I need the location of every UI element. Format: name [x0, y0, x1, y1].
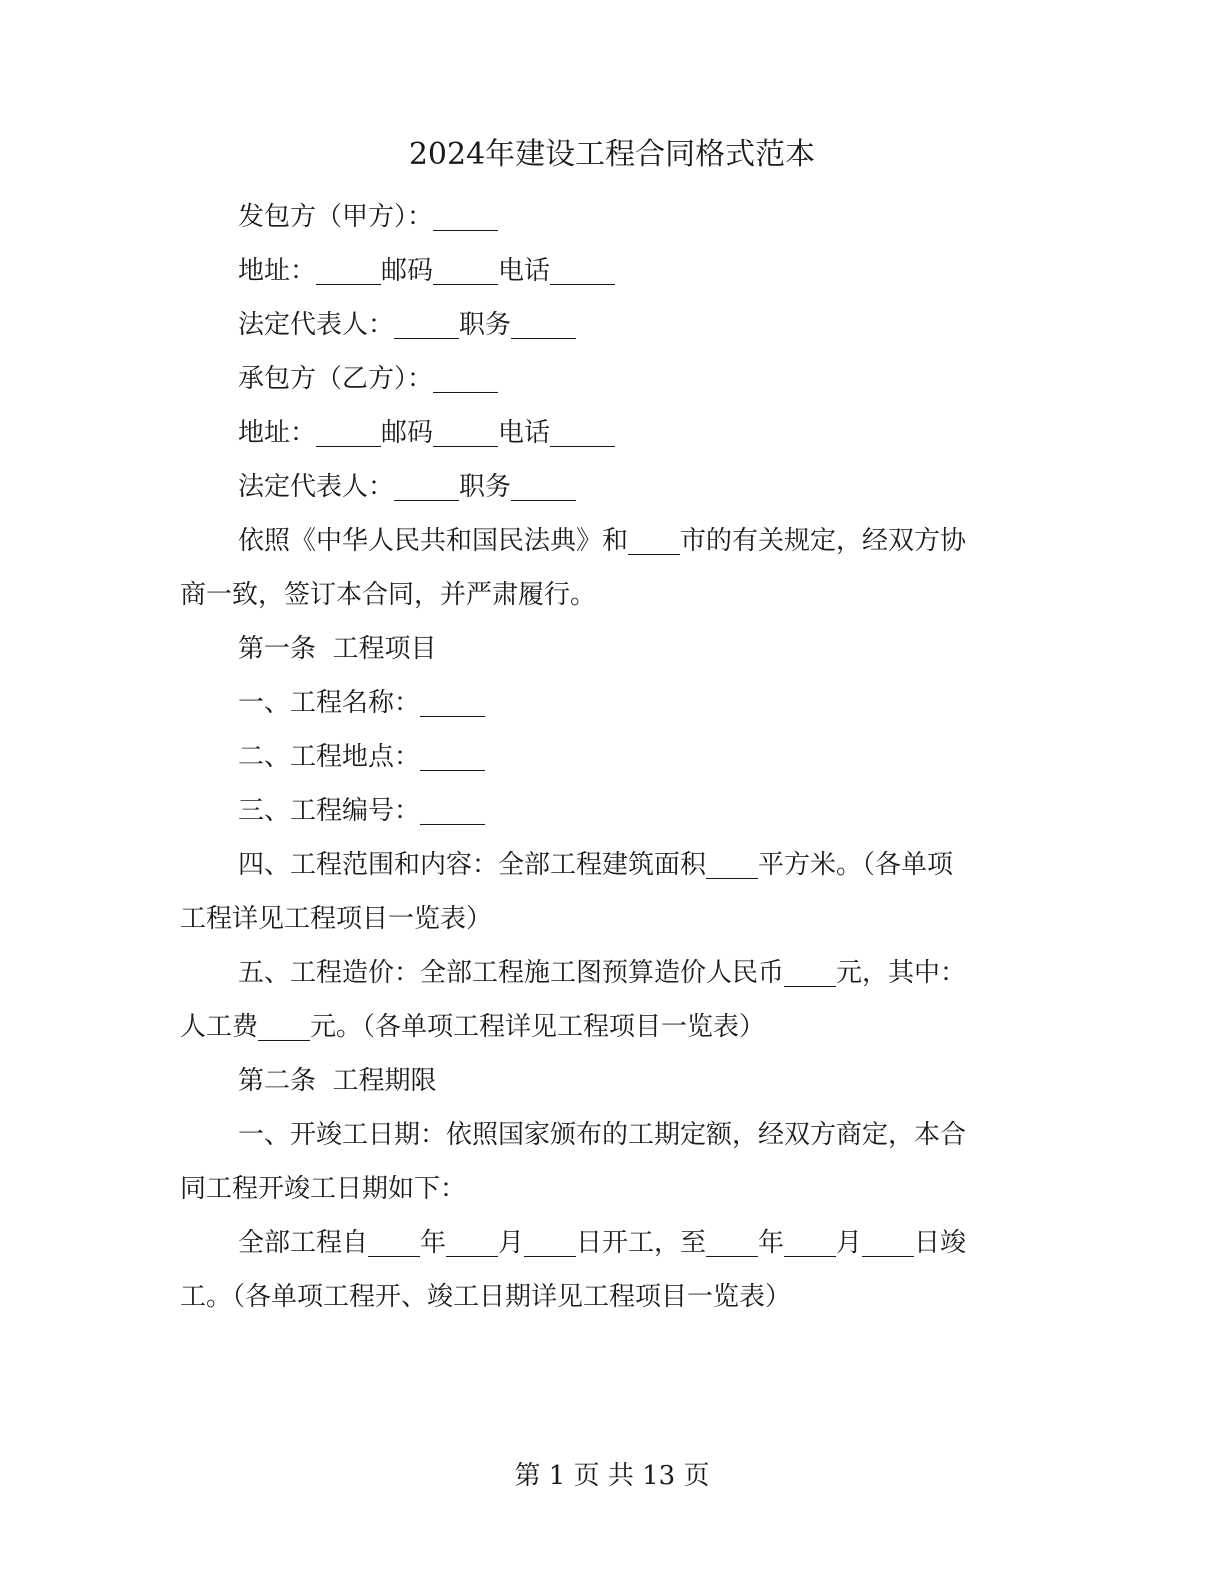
party-b-line: 承包方（乙方）：_____: [238, 364, 499, 394]
project-number-line: 三、工程编号：_____: [238, 796, 486, 826]
party-b-representative-line: 法定代表人：_____职务_____: [238, 472, 577, 502]
dates-line-1: 全部工程自____年____月____日开工，至____年____月____日竣: [238, 1228, 967, 1258]
schedule-line-2: 同工程开竣工日期如下：: [180, 1174, 467, 1204]
project-cost-line-1: 五、工程造价：全部工程施工图预算造价人民币____元，其中：: [238, 958, 967, 988]
project-scope-line-2: 工程详见工程项目一览表）: [180, 904, 493, 934]
party-b-address-line: 地址：_____邮码_____电话_____: [238, 418, 616, 448]
page-number: 第 1 页 共 13 页: [514, 1461, 710, 1491]
party-a-line: 发包方（甲方）：_____: [238, 202, 499, 232]
preamble-line-2: 商一致，签订本合同，并严肃履行。: [180, 580, 597, 610]
schedule-line-1: 一、开竣工日期：依照国家颁布的工期定额，经双方商定，本合: [238, 1120, 967, 1150]
document-title: 2024年建设工程合同格式范本: [408, 137, 816, 172]
project-cost-line-2: 人工费____元。（各单项工程详见工程项目一览表）: [180, 1012, 766, 1042]
party-a-representative-line: 法定代表人：_____职务_____: [238, 310, 577, 340]
project-location-line: 二、工程地点：_____: [238, 742, 486, 772]
article-2-heading: 第二条 工程期限: [238, 1066, 437, 1096]
project-name-line: 一、工程名称：_____: [238, 688, 486, 718]
project-scope-line-1: 四、工程范围和内容：全部工程建筑面积____平方米。（各单项: [238, 850, 954, 880]
party-a-address-line: 地址：_____邮码_____电话_____: [238, 256, 616, 286]
article-1-heading: 第一条 工程项目: [238, 634, 437, 664]
dates-line-2: 工。（各单项工程开、竣工日期详见工程项目一览表）: [180, 1282, 792, 1312]
preamble-line-1: 依照《中华人民共和国民法典》和____市的有关规定，经双方协: [238, 526, 967, 556]
